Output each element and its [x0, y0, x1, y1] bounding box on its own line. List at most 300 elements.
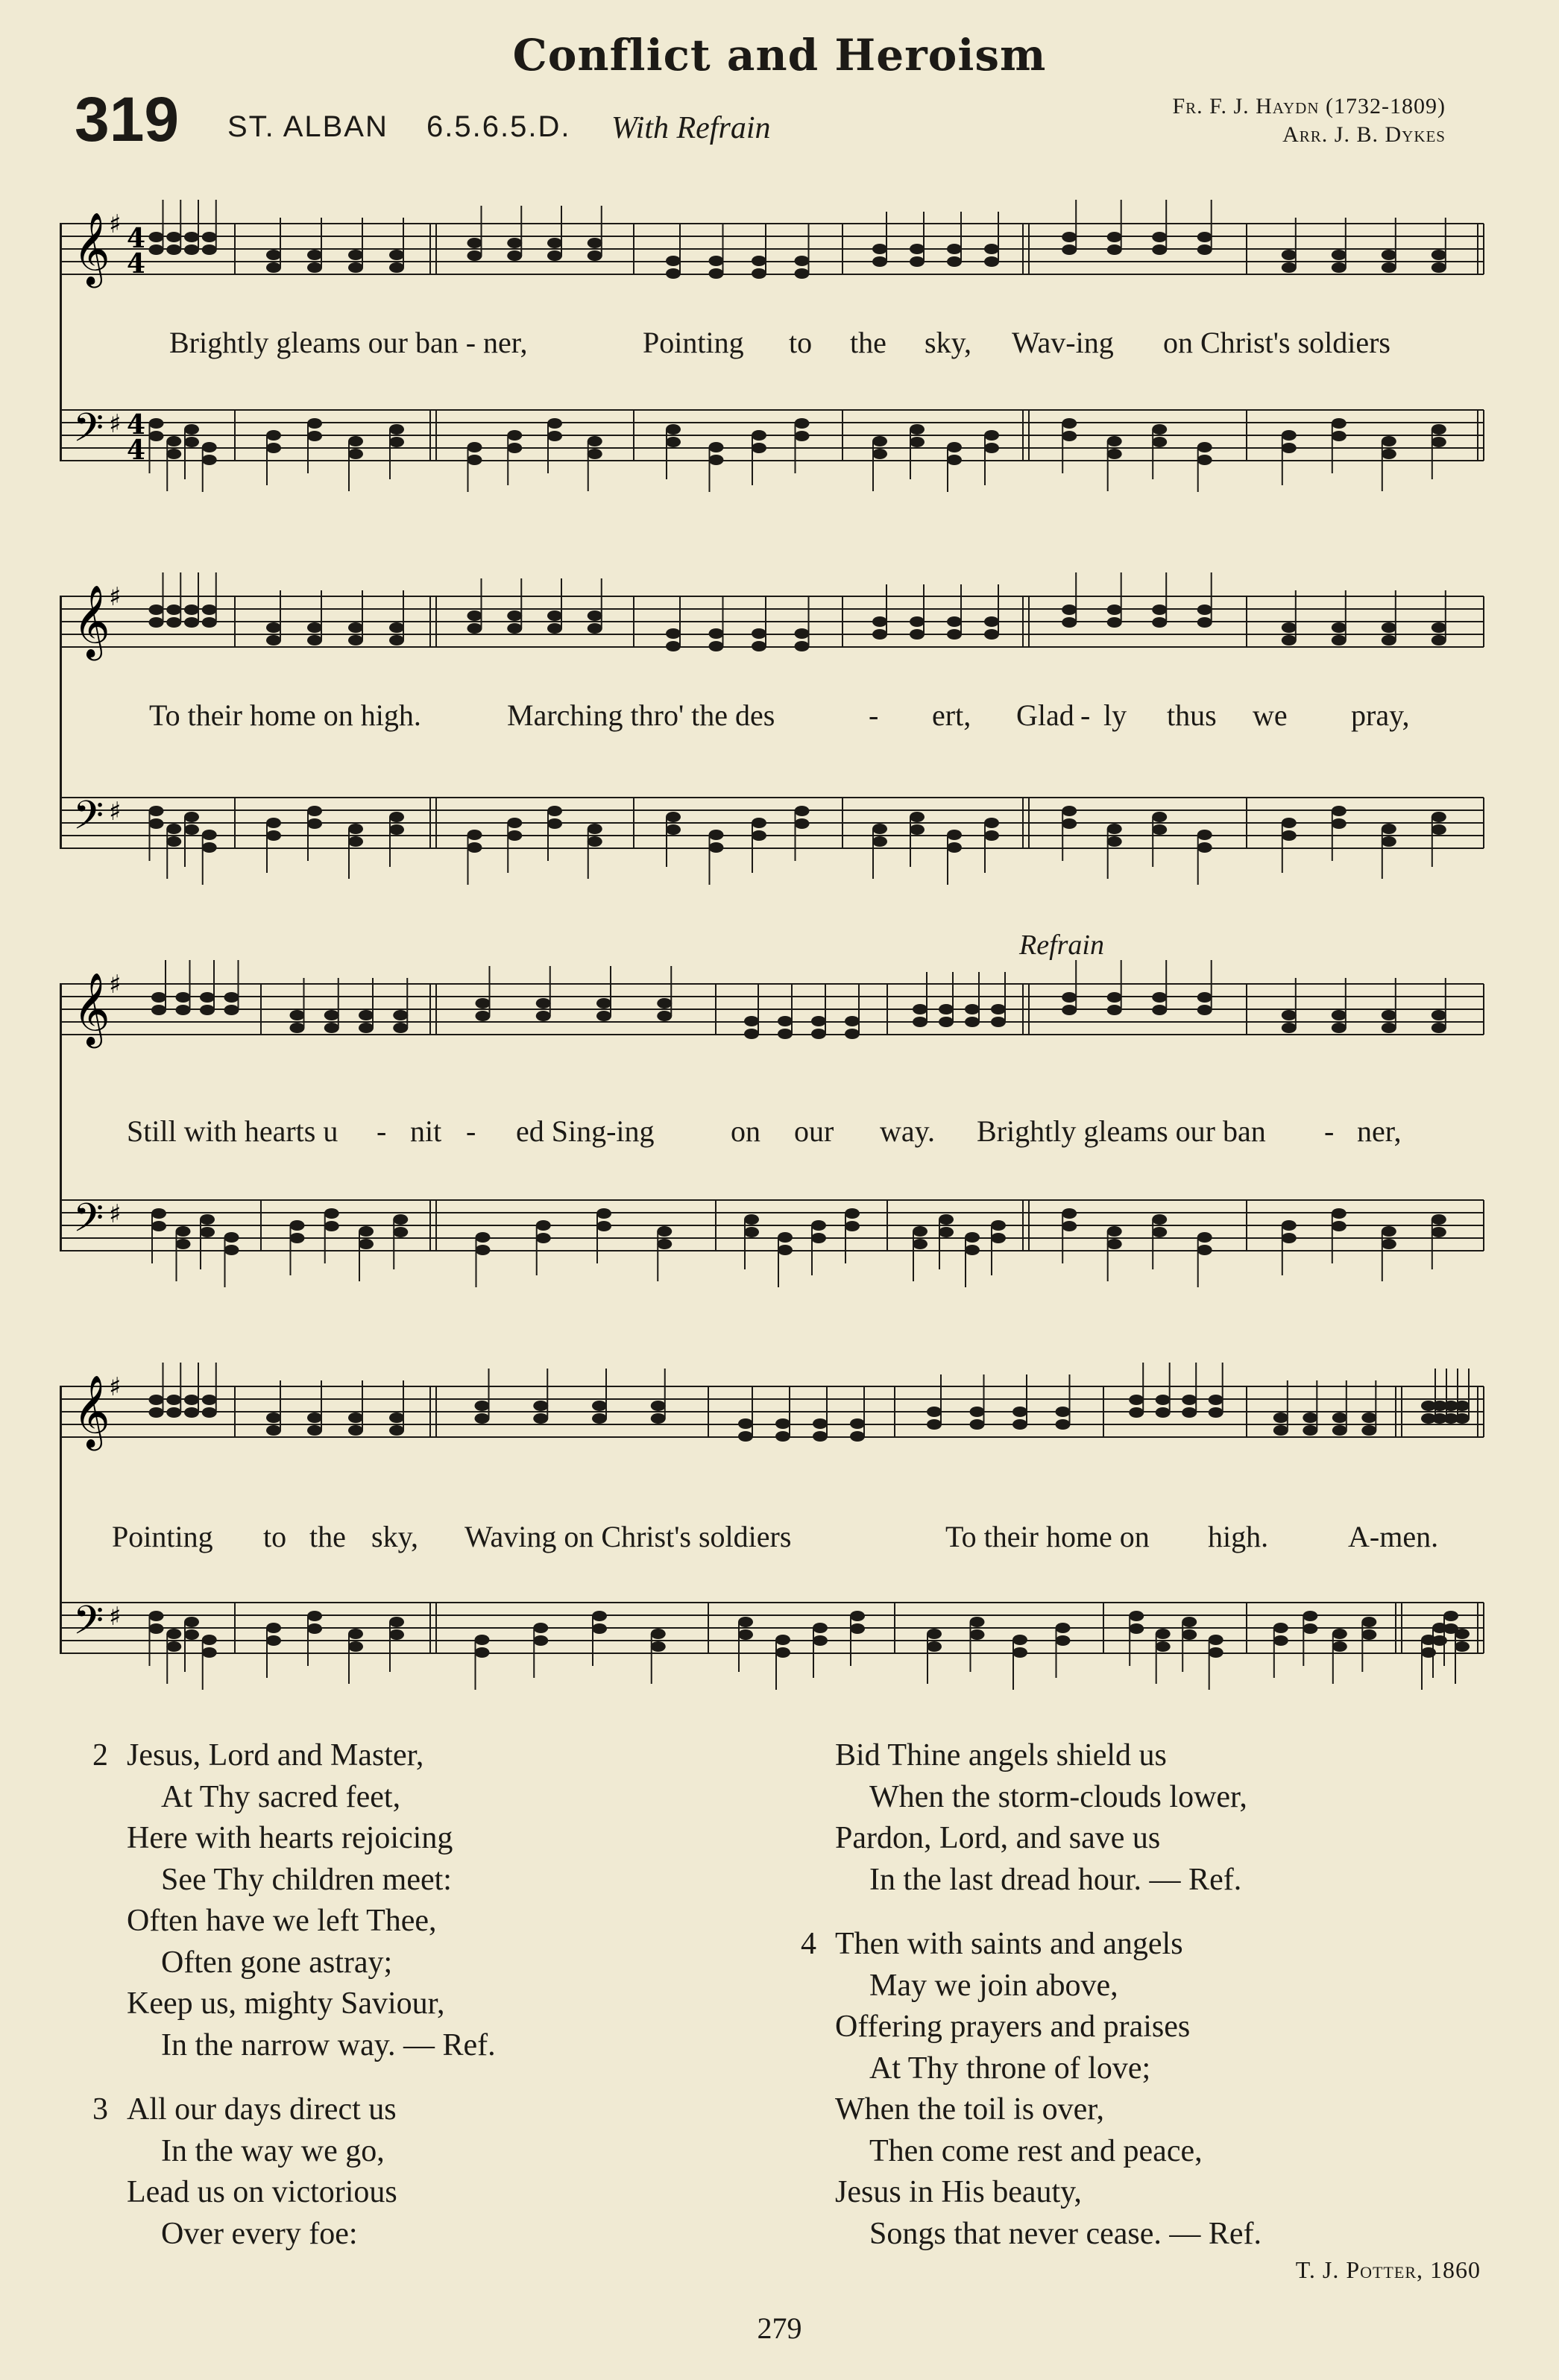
- note-head: [813, 1431, 828, 1442]
- note-head: [1382, 262, 1396, 273]
- time-signature: 4: [127, 248, 146, 280]
- note-head: [984, 830, 999, 841]
- note-head: [1382, 824, 1396, 834]
- note-head: [709, 268, 724, 279]
- note-head: [348, 622, 363, 633]
- lyric-segment: high.: [1208, 1520, 1269, 1553]
- note-head: [1197, 442, 1212, 452]
- note-head: [1062, 244, 1077, 255]
- note-head: [467, 610, 482, 621]
- note-head: [1382, 250, 1396, 260]
- note-head: [1382, 1239, 1396, 1249]
- note-head: [184, 232, 199, 242]
- note-head: [1432, 1010, 1446, 1020]
- note-head: [1273, 1425, 1288, 1436]
- note-head: [224, 1245, 239, 1255]
- note-head: [1062, 617, 1077, 628]
- note-head: [596, 1011, 611, 1021]
- note-head: [795, 628, 810, 639]
- note-head: [202, 842, 217, 853]
- verse-line: In the last dread hour. — Ref.: [869, 1862, 1242, 1897]
- note-head: [348, 635, 363, 645]
- note-head: [1129, 1407, 1144, 1418]
- note-head: [775, 1431, 790, 1442]
- note-head: [1107, 244, 1122, 255]
- note-head: [359, 1239, 374, 1249]
- lyric-segment: -: [1324, 1114, 1335, 1148]
- note-head: [393, 1010, 408, 1020]
- note-head: [202, 244, 217, 255]
- note-head: [1332, 1010, 1347, 1020]
- note-head: [984, 818, 999, 828]
- note-head: [266, 443, 281, 453]
- note-head: [202, 1635, 217, 1645]
- note-head: [651, 1413, 666, 1424]
- note-head: [536, 1011, 551, 1021]
- note-head: [1107, 992, 1122, 1003]
- note-head: [507, 830, 522, 841]
- note-head: [1432, 812, 1446, 822]
- note-head: [176, 992, 191, 1003]
- note-head: [588, 610, 602, 621]
- note-head: [795, 256, 810, 266]
- verse-line: Often have we left Thee,: [127, 1904, 437, 1938]
- note-head: [666, 256, 681, 266]
- lyric-segment: -: [466, 1114, 476, 1148]
- lyric-segment: ly: [1103, 698, 1127, 732]
- lyric-segment: Waving on Christ's soldiers: [464, 1520, 792, 1553]
- note-head: [709, 628, 724, 639]
- note-head: [872, 824, 887, 834]
- note-head: [348, 250, 363, 260]
- note-head: [991, 1017, 1006, 1027]
- note-head: [202, 1395, 217, 1405]
- note-head: [984, 256, 999, 267]
- lyric-segment: Still with hearts u: [127, 1114, 338, 1148]
- note-head: [202, 1407, 217, 1418]
- note-head: [393, 1227, 408, 1237]
- note-head: [507, 443, 522, 453]
- note-head: [850, 1623, 865, 1634]
- note-head: [1197, 1232, 1212, 1243]
- note-head: [588, 449, 602, 459]
- note-head: [533, 1413, 548, 1424]
- note-head: [307, 262, 322, 273]
- note-head: [1361, 1425, 1376, 1436]
- note-head: [850, 1418, 865, 1429]
- note-head: [151, 1221, 166, 1231]
- note-head: [389, 424, 404, 435]
- note-head: [324, 1010, 339, 1020]
- note-head: [307, 622, 322, 633]
- note-head: [752, 818, 766, 828]
- note-head: [1056, 1623, 1071, 1633]
- note-head: [813, 1635, 828, 1646]
- note-head: [752, 628, 766, 639]
- note-head: [913, 1017, 927, 1027]
- note-head: [1012, 1635, 1027, 1645]
- note-head: [1332, 1023, 1347, 1033]
- note-head: [947, 442, 962, 452]
- note-head: [1432, 1214, 1446, 1225]
- treble-clef-icon: 𝄞: [73, 1374, 110, 1448]
- note-head: [1382, 635, 1396, 645]
- note-head: [1062, 1005, 1077, 1015]
- note-head: [1129, 1611, 1144, 1621]
- lyric-segment: to: [789, 326, 813, 359]
- note-head: [184, 437, 199, 447]
- note-head: [1152, 1214, 1167, 1225]
- sharp-icon: ♯: [109, 797, 122, 827]
- note-head: [507, 610, 522, 621]
- note-head: [151, 1005, 166, 1015]
- section-title: Conflict and Heroism: [512, 30, 1047, 81]
- note-head: [1107, 1005, 1122, 1015]
- note-head: [359, 1010, 374, 1020]
- note-head: [149, 1407, 164, 1418]
- note-head: [651, 1641, 666, 1652]
- treble-clef-icon: 𝄞: [73, 212, 110, 285]
- note-head: [872, 436, 887, 446]
- note-head: [536, 998, 551, 1008]
- note-head: [359, 1226, 374, 1237]
- note-head: [939, 1227, 954, 1237]
- note-head: [666, 812, 681, 822]
- note-head: [738, 1431, 753, 1442]
- note-head: [1107, 617, 1122, 628]
- lyric-segment: on Christ's soldiers: [1163, 326, 1390, 359]
- note-head: [913, 1226, 927, 1237]
- note-head: [1282, 1010, 1297, 1020]
- sharp-icon: ♯: [109, 1372, 122, 1402]
- verse-line: Pardon, Lord, and save us: [835, 1821, 1161, 1855]
- note-head: [1152, 424, 1167, 435]
- verse-line: Lead us on victorious: [127, 2175, 397, 2209]
- note-head: [176, 1005, 191, 1015]
- note-head: [1455, 1629, 1470, 1639]
- note-head: [1107, 232, 1122, 242]
- note-head: [348, 1412, 363, 1423]
- note-head: [1107, 436, 1122, 446]
- note-head: [184, 824, 199, 835]
- lyric-segment: our: [794, 1114, 834, 1148]
- note-head: [475, 1401, 490, 1411]
- note-head: [872, 256, 887, 267]
- note-head: [666, 824, 681, 835]
- note-head: [536, 1233, 551, 1243]
- note-head: [666, 424, 681, 435]
- note-head: [1332, 818, 1347, 829]
- verse-line: Jesus in His beauty,: [835, 2175, 1082, 2209]
- verse-line: Bid Thine angels shield us: [835, 1738, 1167, 1773]
- note-head: [991, 1220, 1006, 1231]
- note-head: [290, 1220, 305, 1231]
- note-head: [657, 1226, 672, 1237]
- note-head: [991, 1233, 1006, 1243]
- note-head: [507, 430, 522, 441]
- note-head: [1197, 455, 1212, 465]
- lyric-segment: we: [1253, 698, 1288, 732]
- note-head: [1012, 1419, 1027, 1430]
- note-head: [200, 1005, 215, 1015]
- note-head: [507, 250, 522, 261]
- note-head: [1156, 1641, 1171, 1652]
- note-head: [1107, 605, 1122, 615]
- note-head: [1156, 1395, 1171, 1405]
- note-head: [507, 623, 522, 634]
- note-head: [290, 1023, 305, 1033]
- note-head: [738, 1629, 753, 1640]
- note-head: [467, 842, 482, 853]
- note-head: [1432, 635, 1446, 645]
- note-head: [1282, 1220, 1297, 1231]
- note-head: [752, 430, 766, 441]
- note-head: [1455, 1413, 1470, 1424]
- note-head: [533, 1401, 548, 1411]
- note-head: [984, 616, 999, 627]
- note-head: [224, 992, 239, 1003]
- note-head: [1332, 622, 1347, 633]
- note-head: [1152, 244, 1167, 255]
- note-head: [910, 824, 925, 835]
- note-head: [1332, 1221, 1347, 1231]
- note-head: [1062, 431, 1077, 441]
- note-head: [202, 830, 217, 840]
- note-head: [795, 641, 810, 651]
- note-head: [202, 232, 217, 242]
- note-head: [1062, 605, 1077, 615]
- treble-clef-icon: 𝄞: [73, 972, 110, 1045]
- note-head: [1332, 1425, 1347, 1436]
- note-head: [389, 1425, 404, 1436]
- note-head: [795, 806, 810, 816]
- note-head: [389, 250, 404, 260]
- lyric-segment: A-men.: [1348, 1520, 1439, 1553]
- note-head: [149, 418, 164, 429]
- note-head: [775, 1418, 790, 1429]
- note-head: [1056, 1419, 1071, 1430]
- verse-number: 3: [92, 2092, 108, 2127]
- note-head: [588, 436, 602, 446]
- note-head: [200, 1227, 215, 1237]
- note-head: [533, 1623, 548, 1633]
- note-head: [1152, 617, 1167, 628]
- note-head: [709, 455, 724, 465]
- note-head: [149, 1611, 164, 1621]
- note-head: [984, 629, 999, 640]
- note-head: [1062, 1208, 1077, 1219]
- note-head: [547, 610, 562, 621]
- lyric-segment: nit: [410, 1114, 442, 1148]
- note-head: [348, 1425, 363, 1436]
- tempo-marking: With Refrain: [611, 111, 771, 145]
- hymn-number: 319: [75, 84, 180, 154]
- note-head: [738, 1418, 753, 1429]
- note-head: [149, 818, 164, 829]
- note-head: [1282, 430, 1297, 441]
- note-head: [872, 449, 887, 459]
- note-head: [709, 830, 724, 840]
- note-head: [266, 1635, 281, 1646]
- note-head: [744, 1016, 759, 1026]
- note-head: [307, 635, 322, 645]
- note-head: [1282, 1023, 1297, 1033]
- note-head: [939, 1017, 954, 1027]
- note-head: [1282, 1233, 1297, 1243]
- note-head: [149, 1623, 164, 1634]
- note-head: [910, 616, 925, 627]
- note-head: [845, 1208, 860, 1219]
- note-head: [389, 437, 404, 447]
- note-head: [1182, 1407, 1197, 1418]
- note-head: [939, 1214, 954, 1225]
- note-head: [1197, 1005, 1212, 1015]
- note-head: [947, 244, 962, 254]
- note-head: [1332, 806, 1347, 816]
- note-head: [657, 998, 672, 1008]
- note-head: [775, 1647, 790, 1658]
- note-head: [467, 623, 482, 634]
- verse-line: At Thy sacred feet,: [161, 1779, 401, 1814]
- verse-line: Here with hearts rejoicing: [127, 1821, 453, 1855]
- verse-line: At Thy throne of love;: [869, 2051, 1151, 2086]
- verse-line: Keep us, mighty Saviour,: [127, 1986, 445, 2021]
- sharp-icon: ♯: [109, 970, 122, 1000]
- note-head: [927, 1407, 942, 1417]
- note-head: [266, 830, 281, 841]
- lyric-segment: To their home on: [945, 1520, 1150, 1553]
- treble-clef-icon: 𝄞: [73, 584, 110, 657]
- lyric-segment: Brightly gleams our ban: [977, 1114, 1266, 1148]
- sharp-icon: ♯: [109, 582, 122, 612]
- note-head: [1303, 1412, 1317, 1423]
- note-head: [1332, 262, 1347, 273]
- note-head: [947, 455, 962, 465]
- note-head: [547, 431, 562, 441]
- note-head: [149, 232, 164, 242]
- note-head: [547, 623, 562, 634]
- note-head: [913, 1239, 927, 1249]
- composer-credit: Fr. F. J. Haydn (1732-1809): [1172, 94, 1446, 119]
- note-head: [1209, 1647, 1223, 1658]
- note-head: [744, 1227, 759, 1237]
- note-head: [184, 1407, 199, 1418]
- note-head: [592, 1611, 607, 1621]
- note-head: [813, 1623, 828, 1633]
- note-head: [467, 830, 482, 840]
- note-head: [1197, 842, 1212, 853]
- lyric-segment: Pointing: [643, 326, 744, 359]
- note-head: [476, 1011, 491, 1021]
- note-head: [166, 232, 181, 242]
- lyric-segment: the: [850, 326, 886, 359]
- note-head: [775, 1635, 790, 1645]
- note-head: [596, 1221, 611, 1231]
- note-head: [872, 836, 887, 847]
- note-head: [348, 824, 363, 834]
- note-head: [1332, 431, 1347, 441]
- note-head: [666, 268, 681, 279]
- note-head: [1156, 1629, 1171, 1639]
- note-head: [709, 256, 724, 266]
- note-head: [1062, 418, 1077, 429]
- note-head: [149, 605, 164, 615]
- score-staves-3: [60, 924, 1499, 1297]
- note-head: [389, 635, 404, 645]
- note-head: [149, 431, 164, 441]
- lyric-segment: the: [309, 1520, 346, 1553]
- note-head: [1107, 1239, 1122, 1249]
- note-head: [1129, 1623, 1144, 1634]
- note-head: [389, 1412, 404, 1423]
- note-head: [947, 256, 962, 267]
- note-head: [476, 1232, 491, 1243]
- note-head: [1062, 1221, 1077, 1231]
- bass-clef-icon: 𝄢: [73, 1598, 104, 1653]
- note-head: [266, 818, 281, 828]
- note-head: [476, 1245, 491, 1255]
- note-head: [588, 250, 602, 261]
- lyric-segment: Wav-ing: [1012, 326, 1114, 359]
- note-head: [307, 1623, 322, 1634]
- note-head: [588, 238, 602, 248]
- music-system-2: [60, 552, 1499, 909]
- note-head: [970, 1419, 985, 1430]
- note-head: [1432, 424, 1446, 435]
- note-head: [709, 842, 724, 853]
- note-head: [307, 250, 322, 260]
- sharp-icon: ♯: [109, 1602, 122, 1632]
- note-head: [811, 1029, 826, 1039]
- note-head: [202, 1647, 217, 1658]
- bass-clef-icon: 𝄢: [73, 405, 104, 461]
- note-head: [1152, 992, 1167, 1003]
- note-head: [467, 442, 482, 452]
- note-head: [1197, 244, 1212, 255]
- note-head: [1152, 812, 1167, 822]
- note-head: [166, 449, 181, 459]
- note-head: [1012, 1647, 1027, 1658]
- note-head: [266, 1425, 281, 1436]
- note-head: [266, 1412, 281, 1423]
- note-head: [166, 1641, 181, 1652]
- note-head: [176, 1226, 191, 1237]
- note-head: [872, 244, 887, 254]
- note-head: [910, 437, 925, 447]
- note-head: [307, 1611, 322, 1621]
- bass-clef-icon: 𝄢: [73, 1196, 104, 1251]
- note-head: [200, 1214, 215, 1225]
- note-head: [389, 812, 404, 822]
- note-head: [1197, 617, 1212, 628]
- note-head: [850, 1611, 865, 1621]
- note-head: [166, 605, 181, 615]
- note-head: [1382, 1010, 1396, 1020]
- note-head: [910, 424, 925, 435]
- note-head: [149, 1395, 164, 1405]
- note-head: [166, 836, 181, 847]
- note-head: [348, 449, 363, 459]
- note-head: [166, 617, 181, 628]
- note-head: [984, 443, 999, 453]
- note-head: [1152, 1227, 1167, 1237]
- refrain-marking: Refrain: [1019, 929, 1104, 961]
- note-head: [166, 1395, 181, 1405]
- note-head: [1443, 1611, 1458, 1621]
- note-head: [184, 1395, 199, 1405]
- note-head: [991, 1004, 1006, 1014]
- verse-line: All our days direct us: [127, 2092, 397, 2127]
